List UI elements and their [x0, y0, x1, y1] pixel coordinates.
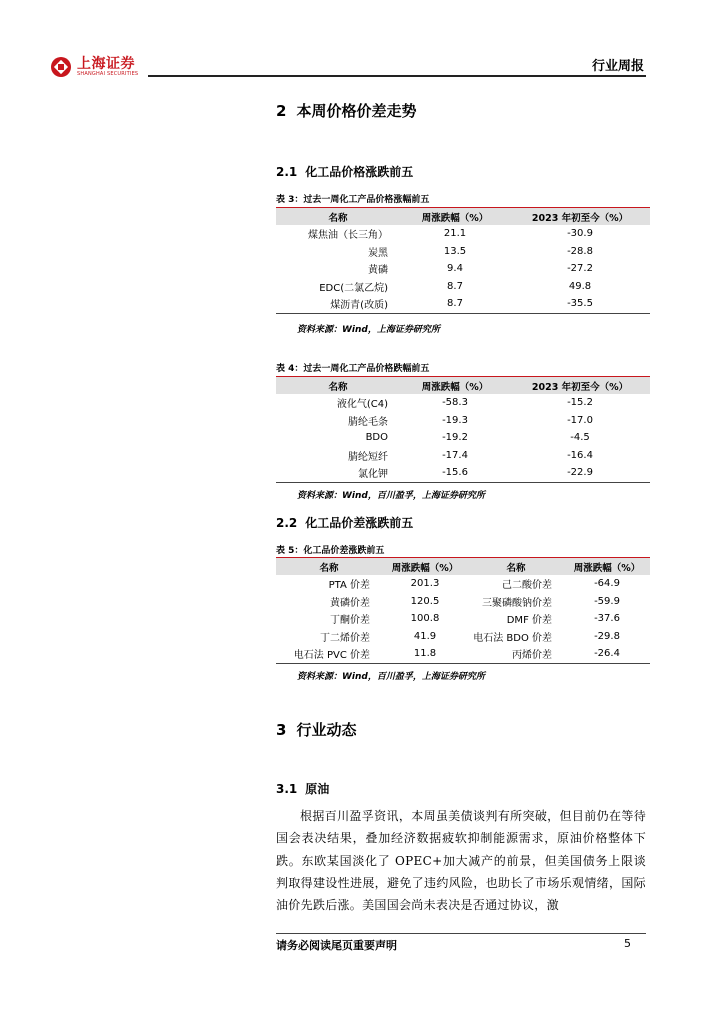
- table-cell: 液化气(C4): [336, 399, 388, 411]
- table-cell: -35.5: [510, 295, 650, 313]
- section-number: 3: [276, 721, 287, 739]
- table-cell: -29.8: [594, 630, 620, 642]
- table-row: [276, 295, 650, 313]
- footer-disclaimer: 请务必阅读尾页重要声明: [276, 939, 397, 952]
- table-cell: -17.4: [442, 449, 468, 461]
- section-title: 本周价格价差走势: [296, 102, 417, 120]
- table-row: [276, 610, 650, 628]
- table-5-source: 资料来源：Wind，百川盈孚，上海证券研究所: [297, 672, 485, 682]
- table-cell: 丙烯价差: [468, 645, 564, 663]
- section-3-heading: [276, 719, 356, 740]
- table-4-source: 资料来源：Wind，百川盈孚，上海证券研究所: [297, 491, 485, 501]
- table-row: [276, 593, 650, 611]
- table-cell: -58.3: [442, 397, 468, 409]
- table-row: [276, 278, 650, 296]
- table-cell: -17.0: [567, 414, 593, 426]
- table-cell: 黄磷价差: [330, 597, 370, 609]
- column-header: 周涨跌幅（%）: [400, 377, 510, 395]
- table-header-row: [276, 558, 650, 576]
- table-row: [276, 464, 650, 482]
- column-header: 2023 年初至今（%）: [510, 208, 650, 226]
- table-cell: PTA 价差: [328, 580, 370, 592]
- table-header-row: [276, 377, 650, 395]
- body-paragraph: 根据百川盈孚资讯，本周虽美债谈判有所突破，但目前仍在等待国会表决结果，叠加经济数据疲软抑制能源需求，原油价格整体下跌。东欧某国淡化了 OPEC+加大减产的前景，但美国债务上限谈判取得建设性进展，避免了违约风险，也助长了市场乐观情绪，国际油价先跌后涨。美国国会尚未表决是否通过协议，激: [276, 809, 646, 913]
- table-cell: 己二酸价差: [502, 580, 552, 592]
- table-cell: 201.3: [410, 578, 440, 590]
- table-cell: 电石法 PVC 价差: [276, 645, 382, 663]
- subsection-2-1-heading: [276, 163, 413, 180]
- table-cell: -4.5: [570, 432, 590, 444]
- subsection-3-1-heading: [276, 780, 329, 797]
- column-header: 2023 年初至今（%）: [510, 377, 650, 395]
- column-header: 名称: [276, 558, 382, 576]
- table-row: [276, 412, 650, 430]
- table-cell: 8.7: [447, 280, 463, 292]
- table-3: [276, 207, 650, 314]
- subsection-title: 原油: [305, 782, 330, 796]
- column-header: 名称: [276, 208, 400, 226]
- table-cell: 丁二烯价差: [320, 632, 370, 644]
- table-cell: -28.8: [567, 245, 593, 257]
- table-cell: 电石法 BDO 价差: [473, 632, 552, 644]
- subsection-number: 2.1: [276, 165, 298, 179]
- brand-emblem-icon: [50, 56, 72, 78]
- table-cell: 煤焦油（长三角）: [308, 230, 388, 242]
- column-header: 周涨跌幅（%）: [382, 558, 468, 576]
- column-header: 名称: [276, 377, 400, 395]
- footer-divider: [276, 933, 646, 934]
- table-cell: 炭黑: [368, 247, 388, 259]
- table-cell: -37.6: [594, 613, 620, 625]
- table-5: [276, 557, 650, 664]
- table-cell: -59.9: [594, 595, 620, 607]
- table-row: [276, 394, 650, 412]
- subsection-number: 2.2: [276, 516, 298, 530]
- table-cell: 黄磷: [368, 265, 388, 277]
- report-type: 行业周报: [591, 59, 644, 74]
- table-row: [276, 645, 650, 663]
- table-cell: 8.7: [400, 295, 510, 313]
- table-cell: 腈纶短纤: [348, 451, 388, 463]
- table-cell: 腈纶毛条: [348, 416, 388, 428]
- column-header: 名称: [468, 558, 564, 576]
- table-row: [276, 429, 650, 447]
- section-number: 2: [276, 102, 287, 120]
- table-cell: 丁酮价差: [330, 615, 370, 627]
- column-header: 周涨跌幅（%）: [400, 208, 510, 226]
- table-cell: -22.9: [510, 464, 650, 482]
- table-cell: 9.4: [447, 263, 463, 275]
- brand-logo: [50, 56, 138, 78]
- table-4-caption: 表 4：过去一周化工产品价格跌幅前五: [276, 364, 430, 374]
- brand-name-en: SHANGHAI SECURITIES: [77, 71, 139, 77]
- table-4: [276, 376, 650, 483]
- table-row: [276, 243, 650, 261]
- column-header: 周涨跌幅（%）: [564, 558, 650, 576]
- table-cell: 13.5: [443, 245, 467, 257]
- table-cell: 41.9: [413, 630, 437, 642]
- section-title: 行业动态: [296, 721, 357, 739]
- table-cell: -30.9: [567, 228, 593, 240]
- table-cell: 氯化钾: [276, 464, 400, 482]
- table-cell: BDO: [365, 432, 388, 444]
- table-cell: -19.3: [442, 414, 468, 426]
- header-divider: [148, 75, 646, 77]
- table-cell: -27.2: [567, 263, 593, 275]
- brand-name-cn: 上海证券: [77, 56, 135, 72]
- table-cell: -15.6: [400, 464, 510, 482]
- table-cell: 21.1: [443, 228, 467, 240]
- table-cell: EDC(二氯乙烷): [319, 282, 388, 294]
- table-row: [276, 225, 650, 243]
- table-cell: -15.2: [567, 397, 593, 409]
- table-3-caption: 表 3：过去一周化工产品价格涨幅前五: [276, 195, 430, 205]
- table-cell: 49.8: [568, 280, 592, 292]
- table-5-caption: 表 5：化工品价差涨跌前五: [276, 546, 385, 556]
- subsection-title: 化工品价格涨跌前五: [305, 165, 414, 179]
- subsection-number: 3.1: [276, 782, 298, 796]
- table-cell: 120.5: [410, 595, 440, 607]
- table-cell: -19.2: [442, 432, 468, 444]
- table-cell: 11.8: [382, 645, 468, 663]
- table-row: [276, 628, 650, 646]
- table-cell: -64.9: [594, 578, 620, 590]
- table-cell: DMF 价差: [506, 615, 552, 627]
- table-cell: -16.4: [567, 449, 593, 461]
- table-cell: -26.4: [564, 645, 650, 663]
- table-cell: 三聚磷酸钠价差: [482, 597, 552, 609]
- page-number: 5: [624, 937, 631, 950]
- subsection-title: 化工品价差涨跌前五: [305, 516, 414, 530]
- table-cell: 100.8: [410, 613, 440, 625]
- subsection-2-2-heading: [276, 514, 413, 531]
- table-header-row: [276, 208, 650, 226]
- table-row: [276, 260, 650, 278]
- section-2-heading: [276, 100, 416, 121]
- table-row: [276, 575, 650, 593]
- table-row: [276, 447, 650, 465]
- table-3-source: 资料来源：Wind，上海证券研究所: [297, 325, 440, 335]
- table-cell: 煤沥青(改质): [276, 295, 400, 313]
